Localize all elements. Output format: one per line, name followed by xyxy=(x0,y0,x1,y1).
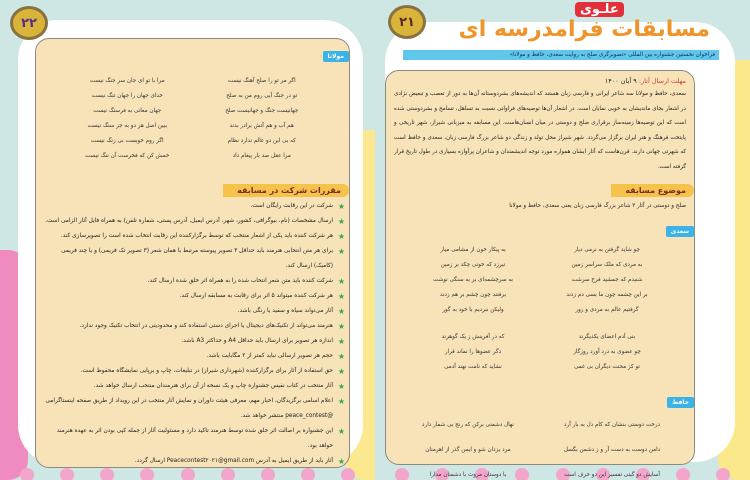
rule-item: ★ این جشنواره بر اصالت اثر خلق شده توسط هنرمند تاکید دارد و مسئولیت آثار از جمله کپی بودن اثر به عهده هنرمند خواهد بود. xyxy=(42,424,345,454)
molana-tag: مولانا xyxy=(323,51,349,62)
verse: اگر مر تو را صلح آهنگ نیست xyxy=(227,78,296,84)
star-icon: ★ xyxy=(337,247,345,256)
verse: به مردی که ملک سراسر زمین xyxy=(571,261,643,268)
hafez-tag: حافظ xyxy=(667,397,694,408)
star-icon: ★ xyxy=(337,232,345,241)
page-title: مسابقات فرامدرسه ای xyxy=(458,17,710,42)
verse: اگر روم خوبست بی زنگ نیست xyxy=(90,138,164,144)
verse: ولیکن نبردیم با خود به گور xyxy=(442,306,504,313)
topic-text: صلح و دوستی در آثار ۳ شاعر بزرگ فارسی زبان یعنی سعدی، حافظ و مولانا xyxy=(509,203,686,209)
topic-heading: موضوع مسابقه xyxy=(611,184,694,197)
star-icon: ★ xyxy=(337,337,345,346)
rule-item: ★ شرکت در این رقابت رایگان است. xyxy=(42,199,345,214)
verse: برفتند چون چشم بر هم زدند xyxy=(439,291,507,298)
rule-item: ★ ارسال مشخصات (نام، بیوگرافی، کشور، شهر، آدرس ایمیل، آدرس پستی، شماره تلفن) به همراه فایل آثار الزامی است. xyxy=(42,214,345,229)
molana-section xyxy=(36,39,349,164)
topic-section xyxy=(386,178,694,214)
star-icon: ★ xyxy=(337,382,345,391)
molana-verses xyxy=(70,74,319,164)
deadline-label: مهلت ارسال آثار: xyxy=(638,77,686,85)
verse: مرد یزدان شو و ایمن گذر از اهرمنان xyxy=(425,446,511,453)
saadi-verses-2 xyxy=(416,330,664,375)
star-icon: ★ xyxy=(337,322,345,331)
content-panel xyxy=(385,70,695,478)
verse: درخت دوستی بنشان که کام دل به بار آرد xyxy=(564,421,660,428)
deadline-value: ۹ آبان ۱۴۰۰ xyxy=(604,77,637,85)
verse: آسایش دو گیتی تفسیر این دو حرف است xyxy=(564,471,660,478)
verse: به پیکار خون از مشامی میار xyxy=(440,246,506,253)
verse: مرا با تو ای جان سر جنگ نیست xyxy=(89,78,165,84)
verse: جهانیست جنگ و جهانیست صلح xyxy=(225,108,299,114)
page-number: ۲۲ xyxy=(10,6,48,40)
rules-list xyxy=(36,199,349,469)
intro-paragraph: سعدی، حافظ و مولانا سه شاعر ایرانی و فارسی زبان هستند که اندیشه‌های بشردوستانه آن‌ها به دور از تعصب و تبعیض نژادی در اشعار بجای ماندیشان به خوبی نمایان است. در اشعار آن‌ها توصیه‌های فراوانی نسبت به تساهل، تسامح و بشردوستی شده است که این توصیه‌ها زمینه‌ساز برقراری صلح و دوستی در میان انسان‌هاست. این مسابقه به میزبانی شیراز، شهر تاریخی و پایتخت فرهنگ و هنر ایران برگزار می‌گردد. شهر شیراز محل تولد و زندگی دو شاعر بزرگ فارسی زبان، سعدی و حافظ است که شهرتی جهانی دارند. قرن‌هاست که آثار ایشان همواره مورد توجه اندیشمندان و شاعران پرآوازه بسیاری در طول تاریخ قرار گرفته است. xyxy=(394,91,686,170)
star-icon: ★ xyxy=(337,397,345,406)
star-icon: ★ xyxy=(337,367,345,376)
content-panel xyxy=(35,38,350,468)
rules-section xyxy=(36,178,349,469)
verse: مرا عقل صد بار پیغام داد xyxy=(232,153,291,159)
verse: شنیدم که جمشید فرخ سرشت xyxy=(571,276,643,283)
verse: دامن دوست به دست آر و ز دشمن بگسل xyxy=(563,446,661,453)
rules-heading: مقررات شرکت در مسابقه xyxy=(223,184,349,197)
verse: جهان معانی به فرسنگ نیست xyxy=(93,108,162,114)
rule-item: ★ اندازه هر تصویر برای ارسال باید حداقل A4 و حداکثر A3 باشد. xyxy=(42,334,345,349)
star-icon: ★ xyxy=(337,457,345,466)
saadi-verses-1 xyxy=(416,243,664,318)
verse: با دوستان مروت با دشمنان مدارا xyxy=(429,471,507,478)
star-icon: ★ xyxy=(337,307,345,316)
verse: خدای جهان را جهان تنگ نیست xyxy=(91,93,163,99)
rule-item: ★ آثار منتخب در کتاب نفیس جشنواره چاپ و یک نسخه از آن برای هنرمندان منتخب ارسال خواهد شد. xyxy=(42,379,345,394)
star-icon: ★ xyxy=(337,292,345,301)
verse: تو کز محنت دیگران بی غمی xyxy=(574,363,640,370)
rule-item: ★ هر شرکت کننده باید یکی از اشعار منتخب که توسط برگزارکننده این رقابت انتخاب شده است را تصویرسازی کند. xyxy=(42,229,345,244)
verse: دگر عضوها را نماند قرار xyxy=(444,348,502,355)
verse: نیرزد که خونی چکد بر زمین xyxy=(440,261,506,268)
verse: خمش کن که فخرست آن ننگ نیست xyxy=(85,153,170,159)
rule-item: ★ هنرمند می‌تواند از تکنیک‌های دیجیتال یا اجرای دستی استفاده کند و محدودیتی در انتخاب تکنیک وجود ندارد. xyxy=(42,319,345,334)
decor-dots xyxy=(20,468,355,478)
verse: که بی این دو عالم ندارد نظام xyxy=(227,138,296,144)
rule-item: ★ آثار باید از طریق ایمیل به آدرس Peacecontest۲۰۲۱@gmail.com ارسال گردد. xyxy=(42,454,345,469)
hafez-verses xyxy=(406,418,674,480)
verse: چو شاید گرفتن به نرمی دیار xyxy=(574,246,640,253)
call-banner: فراخوان نخستین جشنواره بین المللی «تصویرگری صلح به روایت سعدی، حافظ و مولانا» xyxy=(403,50,719,60)
rule-item: ★ برای هر متن انتخابی هنرمند باید حداقل ۳ تصویر پیوسته مرتبط با همان شعر (۳ تصویر تک فریمی) و یا چند فریمی (کامیک) ارسال کند. xyxy=(42,244,345,274)
deadline xyxy=(386,71,694,87)
rule-item: ★ هر شرکت کننده میتواند ۵ اثر برای رقابت به مسابقه ارسال کند. xyxy=(42,289,345,304)
verse: به سرچشمه‌ای بر به سنگی نوشت xyxy=(433,276,513,283)
saadi-tag: سعدی xyxy=(666,226,694,237)
rule-item: ★ حجم هر تصویر ارسالی نباید کمتر از ۲ مگابایت باشد. xyxy=(42,349,345,364)
star-icon: ★ xyxy=(337,277,345,286)
verse: تو در جنگ آیی روم من به صلح xyxy=(226,93,298,99)
verse: گرفتیم عالم به مردی و زور xyxy=(575,306,639,313)
page-number: ۲۱ xyxy=(388,5,426,39)
verse: نشاید که نامت نهند آدمی xyxy=(444,363,502,370)
star-icon: ★ xyxy=(337,427,345,436)
saadi-section xyxy=(386,218,694,375)
star-icon: ★ xyxy=(337,202,345,211)
rule-item: ★ حق استفاده از آثار برای برگزارکننده (شهرداری شیراز) در تبلیغات، چاپ و برپایی نمایشگاه محفوظ است. xyxy=(42,364,345,379)
verse: هم آب و هم آتش برادر بدند xyxy=(229,123,294,129)
verse: بنی آدم اعضای یکدیگرند xyxy=(578,333,636,340)
star-icon: ★ xyxy=(337,352,345,361)
verse: نهال دشمنی برکن که رنج بی شمار دارد xyxy=(422,421,514,428)
rule-item: ★ اعلام اسامی برگزیدگان، اخبار مهم، معرفی هیئت داوران و نمایش آثار منتخب در این رویداد از طریق صفحه اینستاگرامی @peace_contest منتشر خواهد شد. xyxy=(42,394,345,424)
verse: که در آفرینش ز یک گوهرند xyxy=(441,333,505,340)
verse: چو عضوی به درد آورد روزگار xyxy=(573,348,641,355)
verse: ببین اصل هر دو به جز سنگ نیست xyxy=(87,123,168,129)
hafez-section xyxy=(386,389,694,480)
section-badge: علـوی xyxy=(575,2,624,17)
verse: بر این چشمه چون ما بسی دم زدند xyxy=(566,291,648,298)
rule-item: ★ شرکت کننده باید متن شعر انتخاب شده را به همراه اثر خلق شده ارسال کند. xyxy=(42,274,345,289)
rule-item: ★ آثار می‌تواند سیاه و سفید یا رنگی باشد. xyxy=(42,304,345,319)
star-icon: ★ xyxy=(337,217,345,226)
right-page xyxy=(375,0,750,480)
